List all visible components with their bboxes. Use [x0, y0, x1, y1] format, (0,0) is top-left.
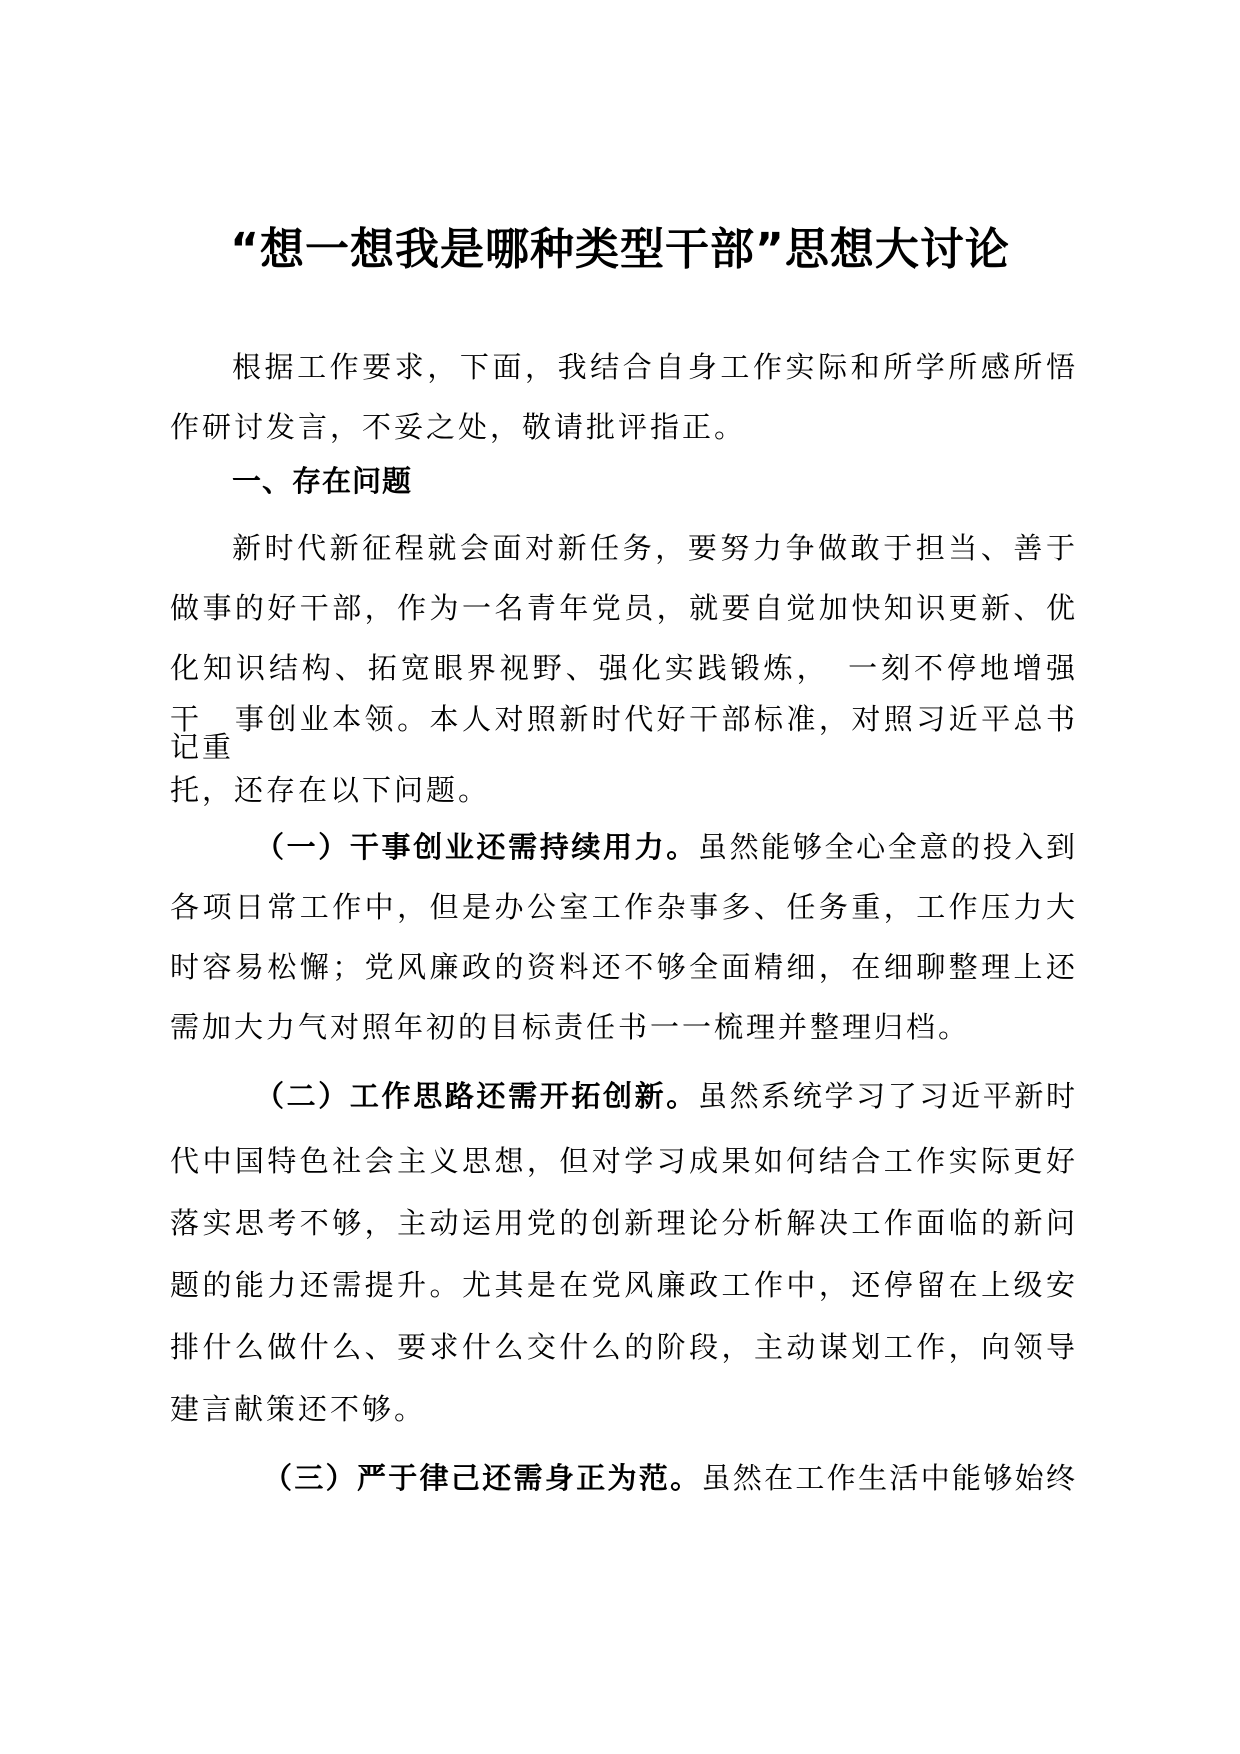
item2-heading: （二）工作思路还需开拓创新。	[255, 1079, 698, 1113]
item1-line-3: 时容易松懈；党风廉政的资料还不够全面精细，在细聊整理上还	[170, 950, 1075, 984]
section1-line-3: 化知识结构、拓宽眼界视野、强化实践锻炼， 一刻不停地增强	[170, 651, 1075, 685]
item3-first-line	[263, 1458, 1075, 1498]
item2-line-6: 建言献策还不够。	[170, 1392, 427, 1426]
section1-line-5: 记重	[170, 730, 235, 764]
section1-line-2: 做事的好干部，作为一名青年党员，就要自觉加快知识更新、优	[170, 591, 1075, 625]
section1-line-1: 新时代新征程就会面对新任务，要努力争做敢于担当、善于	[232, 531, 1075, 565]
item2-line-2: 代中国特色社会主义思想，但对学习成果如何结合工作实际更好	[170, 1144, 1075, 1178]
section1-line-4: 干 事创业本领。本人对照新时代好干部标准，对照习近平总书	[170, 702, 1075, 736]
item3-heading: （三）严于律己还需身正为范。	[263, 1461, 702, 1495]
item2-line-4: 题的能力还需提升。尤其是在党风廉政工作中，还停留在上级安	[170, 1268, 1075, 1302]
item1-line-4: 需加大力气对照年初的目标责任书一一梳理并整理归档。	[170, 1010, 971, 1044]
item1-line-2: 各项日常工作中，但是办公室工作杂事多、任务重，工作压力大	[170, 890, 1075, 924]
item1-heading: （一）干事创业还需持续用力。	[255, 830, 698, 864]
item2-first-rest: 虽然系统学习了习近平新时	[697, 1079, 1075, 1113]
item2-first-line	[255, 1076, 1075, 1116]
document-title: “想一想我是哪种类型干部”思想大讨论	[230, 224, 1010, 275]
section-heading: 一、存在问题	[232, 464, 413, 498]
item3-first-rest: 虽然在工作生活中能够始终	[701, 1461, 1075, 1495]
item1-first-rest: 虽然能够全心全意的投入到	[697, 830, 1075, 864]
item2-line-5: 排什么做什么、要求什么交什么的阶段，主动谋划工作，向领导	[170, 1330, 1075, 1364]
item2-line-3: 落实思考不够，主动运用党的创新理论分析解决工作面临的新问	[170, 1206, 1075, 1240]
item1-first-line	[255, 827, 1075, 867]
intro-line-2: 作研讨发言，不妥之处，敬请批评指正。	[170, 410, 747, 444]
section1-line-6: 托，还存在以下问题。	[170, 773, 491, 807]
intro-line-1: 根据工作要求，下面，我结合自身工作实际和所学所感所悟	[232, 350, 1075, 384]
